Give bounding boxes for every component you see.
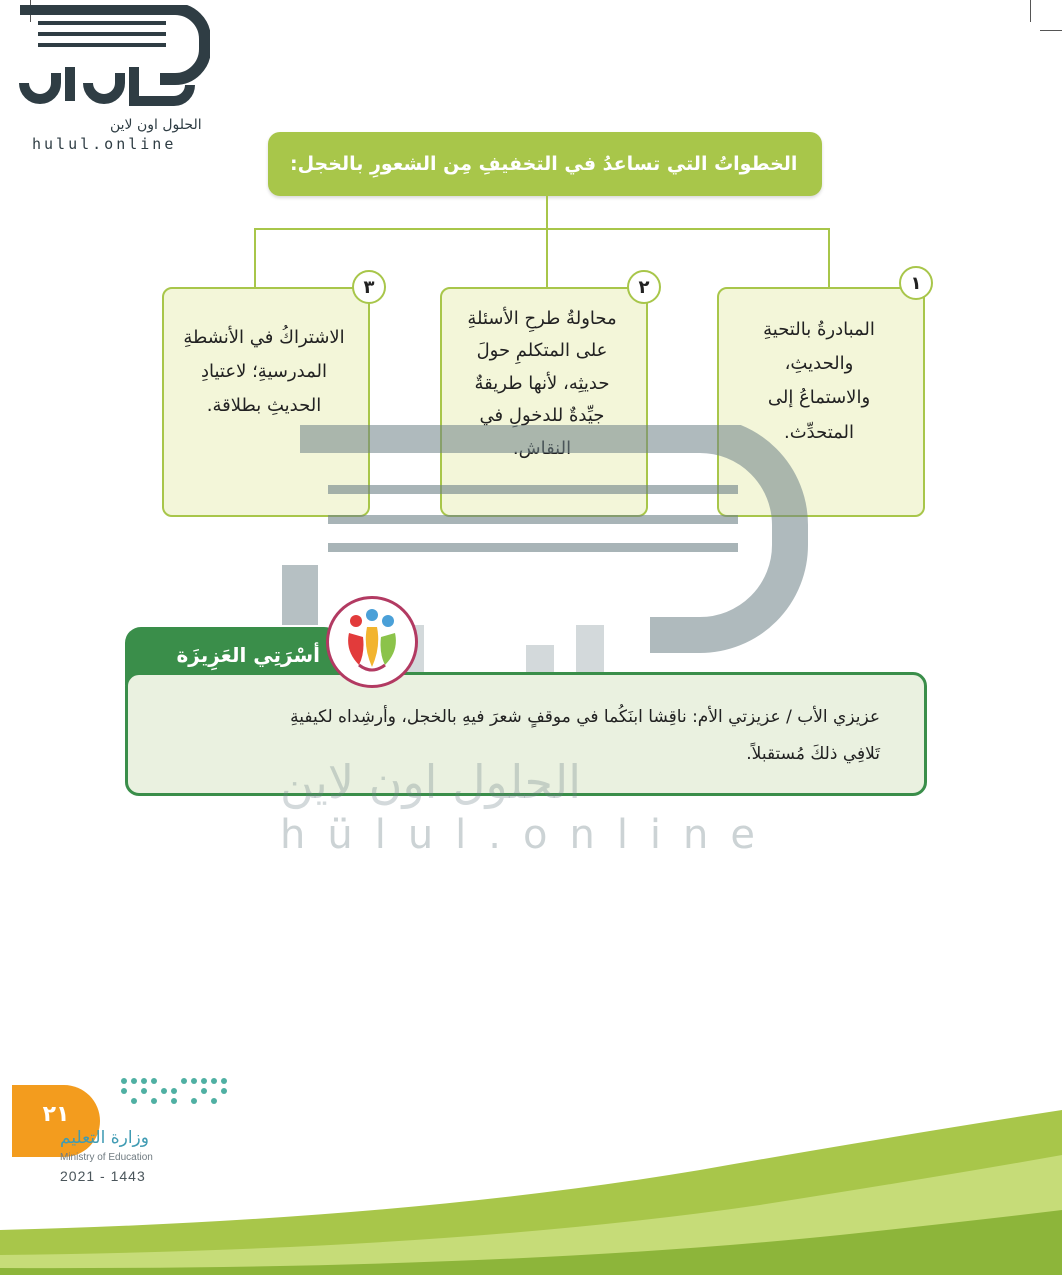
step-text-line: المدرسيةِ؛ لاعتيادِ — [200, 361, 327, 383]
family-section-heading: أسْرَتِي العَزِيزَة — [176, 643, 320, 667]
site-logo — [10, 5, 210, 155]
step-number-2: ٢ — [627, 270, 661, 304]
family-text-line: عزيزي الأب / عزيزتي الأم: ناقِشا ابنَكُما في موقفٍ شعرَ فيهِ بالخجل، وأرشِداه لكيفيةِ — [290, 707, 880, 727]
step-text-line: جيِّدةٌ للدخولِ في — [479, 405, 605, 427]
logo-tagline: الحلول اون لاين — [110, 117, 202, 133]
footer-swoosh — [0, 1110, 1062, 1275]
watermark-arabic: الحلول اون لاين — [280, 755, 581, 809]
page-number-text: ٢١ — [42, 1101, 70, 1127]
step-text-line: الحديثِ بطلاقة. — [206, 395, 322, 417]
logo-latin: hulul.online — [32, 135, 177, 153]
ministry-logo-icon — [118, 1075, 238, 1115]
watermark-latin: hülul.online — [280, 812, 778, 858]
connector-line — [828, 228, 830, 288]
step-text-line: والاستماعُ إلى — [767, 387, 871, 409]
hulul-logo-icon — [10, 5, 210, 120]
family-icon — [326, 596, 418, 688]
connector-line — [254, 228, 830, 230]
step-text-line: المبادرةُ بالتحيةِ — [763, 319, 875, 340]
step-text-line: الاشتراكُ في الأنشطةِ — [183, 327, 345, 348]
section-title — [268, 132, 822, 196]
section-title-text: الخطواتُ التي تساعدُ في التخفيفِ مِن الشعورِ بالخجل: — [290, 153, 798, 175]
ministry-name-arabic: وزارة التعليم — [60, 1128, 149, 1148]
crop-mark — [1030, 0, 1031, 22]
step-text-line: حديثِه، لأنها طريقةٌ — [474, 372, 610, 394]
step-text-line: محاولةُ طرحِ الأسئلةِ — [467, 308, 617, 329]
ministry-year: 2021 - 1443 — [60, 1168, 146, 1184]
step-text-line: على المتكلمِ حولَ — [476, 340, 608, 362]
connector-line — [546, 228, 548, 288]
family-text-line: تَلافِي ذلكَ مُستقبلاً. — [746, 744, 880, 765]
step-text-line: والحديثِ، — [784, 353, 854, 375]
connector-line — [546, 196, 548, 230]
step-text-line: المتحدِّث. — [783, 421, 855, 443]
connector-line — [254, 228, 256, 288]
step-text-line: النقاش. — [512, 437, 572, 459]
crop-mark — [1040, 30, 1062, 31]
step-number-1: ١ — [899, 266, 933, 300]
ministry-name-english: Ministry of Education — [60, 1152, 153, 1163]
step-number-3: ٣ — [352, 270, 386, 304]
